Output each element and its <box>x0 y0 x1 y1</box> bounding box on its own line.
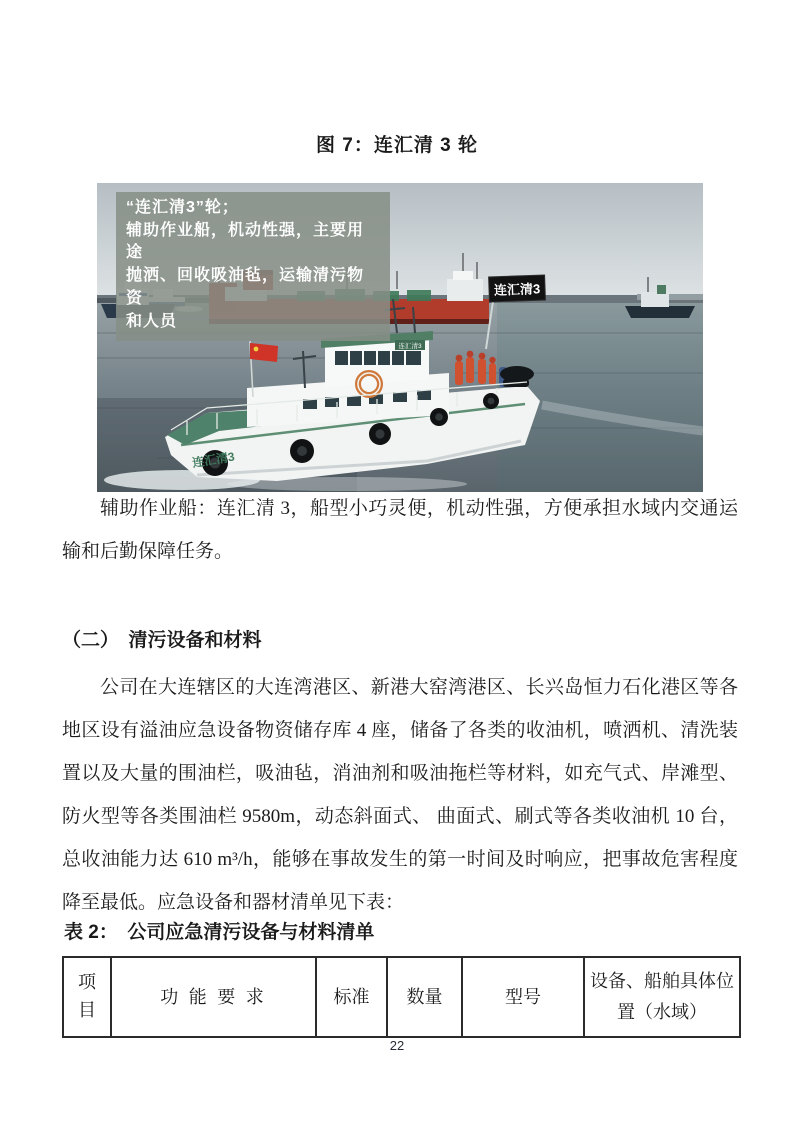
header-cell-model: 型号 <box>462 957 584 1037</box>
overlay-line: 抛洒、回收吸油毡，运输清污物资 <box>126 267 365 307</box>
figure-caption: 图 7：连汇清 3 轮 <box>316 135 478 156</box>
boat-name-small: 连汇清3 <box>398 343 422 350</box>
paragraph-equipment: 公司在大连辖区的大连湾港区、新港大窑湾港区、长兴岛恒力石化港区等各地区设有溢油应急设备物资储存库 4 座，储备了各类的收油机，喷洒机、清洗装置以及大量的围油栏，吸油毡，消油剂和吸油拖栏等材料，如充气式、岸滩型、防火型等各类围油栏 9580m，动态斜面式、 曲面式、刷式等各类收油机 10 台，总收油能力达 610 m³/h，能够在事故发生的第一时间及时响应，把事故危害程度降至最低。应急设备和器材清单见下表： <box>62 677 738 913</box>
header-cell-location: 设备、船舶具体位置（水域） <box>584 957 740 1037</box>
header-cell-function: 功 能 要 求 <box>111 957 316 1037</box>
page-number: 22 <box>389 1038 405 1053</box>
photo-overlay-note <box>116 192 390 341</box>
header-cell-quantity: 数量 <box>387 957 462 1037</box>
overlay-line: 辅助作业船，机动性强，主要用途 <box>126 221 365 262</box>
figure-photo <box>97 183 703 492</box>
section-heading: （二） 清污设备和材料 <box>62 630 262 651</box>
sign-text: 连汇清3 <box>493 281 541 298</box>
overlay-line: “连汇清3”轮； <box>126 199 239 216</box>
header-cell-standard: 标准 <box>316 957 387 1037</box>
paragraph-aux-ship: 辅助作业船：连汇清 3，船型小巧灵便，机动性强，方便承担水域内交通运输和后勤保障任务。 <box>62 498 738 562</box>
header-cell-item <box>63 957 111 1037</box>
bow-marking: 连汇清3 <box>191 449 236 470</box>
header-cell-item-text: 项目 <box>77 972 96 1020</box>
overlay-line: 和人员 <box>126 312 178 330</box>
table-header-row <box>63 957 740 1037</box>
table-title: 表 2： 公司应急清污设备与材料清单 <box>64 922 375 943</box>
equipment-table <box>62 956 741 1038</box>
